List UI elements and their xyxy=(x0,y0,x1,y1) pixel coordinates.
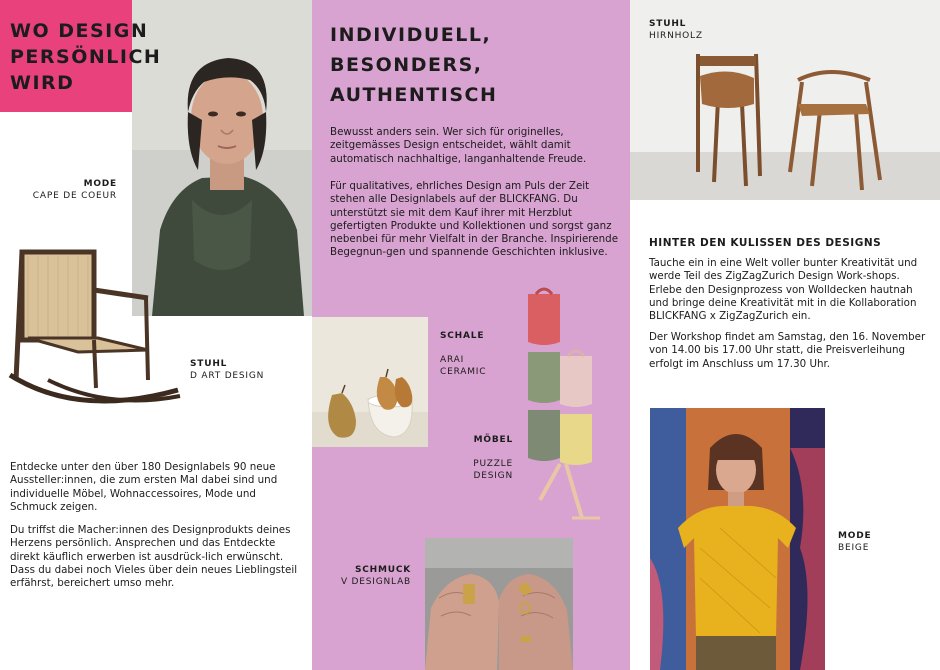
middle-paragraph-1: Bewusst anders sein. Wer sich für originelles, zeitgemässes Design entscheidet, wählt damit automatisch nachhaltige, langanhaltende Freude. xyxy=(330,126,587,165)
caption-category: STUHL xyxy=(649,19,687,29)
caption-category: MODE xyxy=(838,531,872,541)
main-headline: WO DESIGN PERSÖNLICH WIRD xyxy=(10,20,162,94)
caption-stuhl-dart xyxy=(190,358,264,382)
photo-rocking-chair xyxy=(8,240,183,420)
caption-name: CAPE DE COEUR xyxy=(32,191,117,201)
caption-schmuck xyxy=(318,564,411,588)
photo-puzzle-furniture xyxy=(520,286,606,530)
caption-mode-beige xyxy=(838,530,871,554)
caption-category: STUHL xyxy=(190,359,228,369)
photo-hands-rings xyxy=(425,538,573,670)
caption-category: MÖBEL xyxy=(473,435,513,445)
caption-name: D ART DESIGN xyxy=(190,371,265,381)
photo-pears-bowl xyxy=(312,317,428,447)
caption-name: V DESIGNLAB xyxy=(340,577,411,587)
photo-woman-yellow-top xyxy=(650,408,825,670)
caption-category: SCHMUCK xyxy=(354,565,411,575)
caption-stuhl-hirnholz xyxy=(649,18,703,42)
caption-category: MODE xyxy=(83,179,117,189)
caption-name: HIRNHOLZ xyxy=(649,31,703,41)
caption-name: ARAI CERAMIC xyxy=(440,355,487,377)
caption-category: SCHALE xyxy=(440,331,485,341)
middle-paragraph-2: Für qualitatives, ehrliches Design am Puls der Zeit stehen alle Designlabels auf der BLICKFANG. Du unterstützt sie mit dem Kauf ihrer mit Herzblut gefertigten Produkte und Kollektionen und sorgst ganz nebenbei für mehr Vielfalt in der Branche. Inspirierende Begegnun-gen und spannende Geschichten inklusive. xyxy=(330,180,619,259)
section-title-workshop: HINTER DEN KULISSEN DES DESIGNS xyxy=(649,237,882,249)
caption-moebel xyxy=(440,422,513,494)
right-paragraph-1: Tauche ein in eine Welt voller bunter Kreativität und werde Teil des ZigZagZurich Design Work-shops. Erlebe den Designprozess von Wolldecken hautnah und bringe deine Kreativität mit in die Kollaboration BLICKFANG x ZigZagZurich ein. xyxy=(649,257,918,323)
caption-schale xyxy=(440,318,486,390)
middle-headline: INDIVIDUELL, BESONDERS, AUTHENTISCH xyxy=(330,24,498,106)
caption-mode-cape xyxy=(0,178,117,202)
caption-name: BEIGE xyxy=(838,543,870,553)
right-paragraph-2: Der Workshop findet am Samstag, den 16. November von 14.00 bis 17.00 Uhr statt, die Preisverleihung erfolgt im Anschluss um 17.30 Uhr. xyxy=(649,331,926,370)
left-paragraph-1: Entdecke unter den über 180 Designlabels 90 neue Aussteller:innen, die zum ersten Mal dabei sind und individuelle Möbel, Wohnaccessoires, Mode und Schmuck zeigen. xyxy=(10,461,278,513)
left-paragraph-2: Du triffst die Macher:innen des Designprodukts deines Herzens persönlich. Ansprechen und das Entdeckte direkt käuflich erwerben ist ausdrück-lich erwünscht. Dass du dabei noch Vieles über dein neues Lieblingsteil erfährst, bereichert umso mehr. xyxy=(10,524,298,590)
caption-name: PUZZLE DESIGN xyxy=(473,459,513,481)
